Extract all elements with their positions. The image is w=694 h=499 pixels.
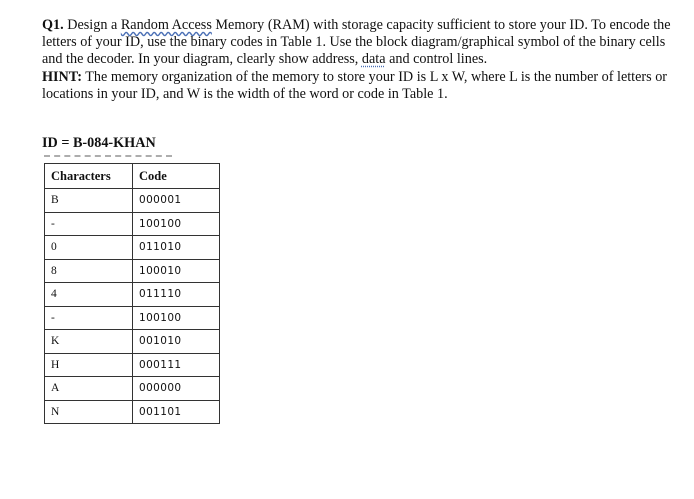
question-paragraph (42, 17, 672, 69)
code-cell: 100010 (133, 259, 220, 283)
code-cell: 011110 (133, 283, 220, 307)
hint-paragraph (42, 69, 672, 103)
code-cell: 000111 (133, 353, 220, 377)
char-cell: - (45, 212, 133, 236)
char-cell: 0 (45, 236, 133, 260)
question-text-2: Memory (RAM) with storage capacity sufficient to store your ID. To encode the letters of your ID, use the binary codes in Table 1. Use the block diagram/graphical symbol of the binary cells and the decoder. In your diagram, clearly show address, (42, 17, 671, 68)
code-cell: 001101 (133, 400, 220, 424)
binary-code-table (44, 163, 220, 424)
table-row (45, 377, 220, 401)
header-characters: Characters (45, 164, 133, 189)
code-cell: 000001 (133, 189, 220, 213)
table-row (45, 259, 220, 283)
table-row (45, 306, 220, 330)
table-row (45, 283, 220, 307)
question-text-3: and control lines. (385, 51, 488, 68)
code-cell: 001010 (133, 330, 220, 354)
hint-text: The memory organization of the memory to store your ID is L x W, where L is the number of letters or locations in your ID, and W is the width of the word or code in Table 1. (42, 68, 668, 102)
header-code: Code (133, 164, 220, 189)
question-text-1: Design a (63, 17, 121, 33)
question-text (42, 17, 672, 103)
table-row (45, 330, 220, 354)
char-cell: H (45, 353, 133, 377)
table-row (45, 353, 220, 377)
char-cell: 4 (45, 283, 133, 307)
char-cell: K (45, 330, 133, 354)
code-cell: 100100 (133, 212, 220, 236)
code-cell: 100100 (133, 306, 220, 330)
table-header-row (45, 164, 220, 189)
id-line: ID = B-084-KHAN (42, 135, 156, 151)
char-cell: B (45, 189, 133, 213)
table-row (45, 400, 220, 424)
char-cell: A (45, 377, 133, 401)
char-cell: - (45, 306, 133, 330)
term-random-access: Random Access (120, 17, 212, 33)
code-cell: 011010 (133, 236, 220, 260)
cut-off-caption (44, 155, 172, 161)
char-cell: N (45, 400, 133, 424)
table-row (45, 212, 220, 236)
code-cell: 000000 (133, 377, 220, 401)
term-data: data (361, 51, 386, 68)
char-cell: 8 (45, 259, 133, 283)
hint-label: HINT: (42, 68, 82, 85)
table-row (45, 189, 220, 213)
question-label: Q1. (42, 17, 64, 33)
table-row (45, 236, 220, 260)
